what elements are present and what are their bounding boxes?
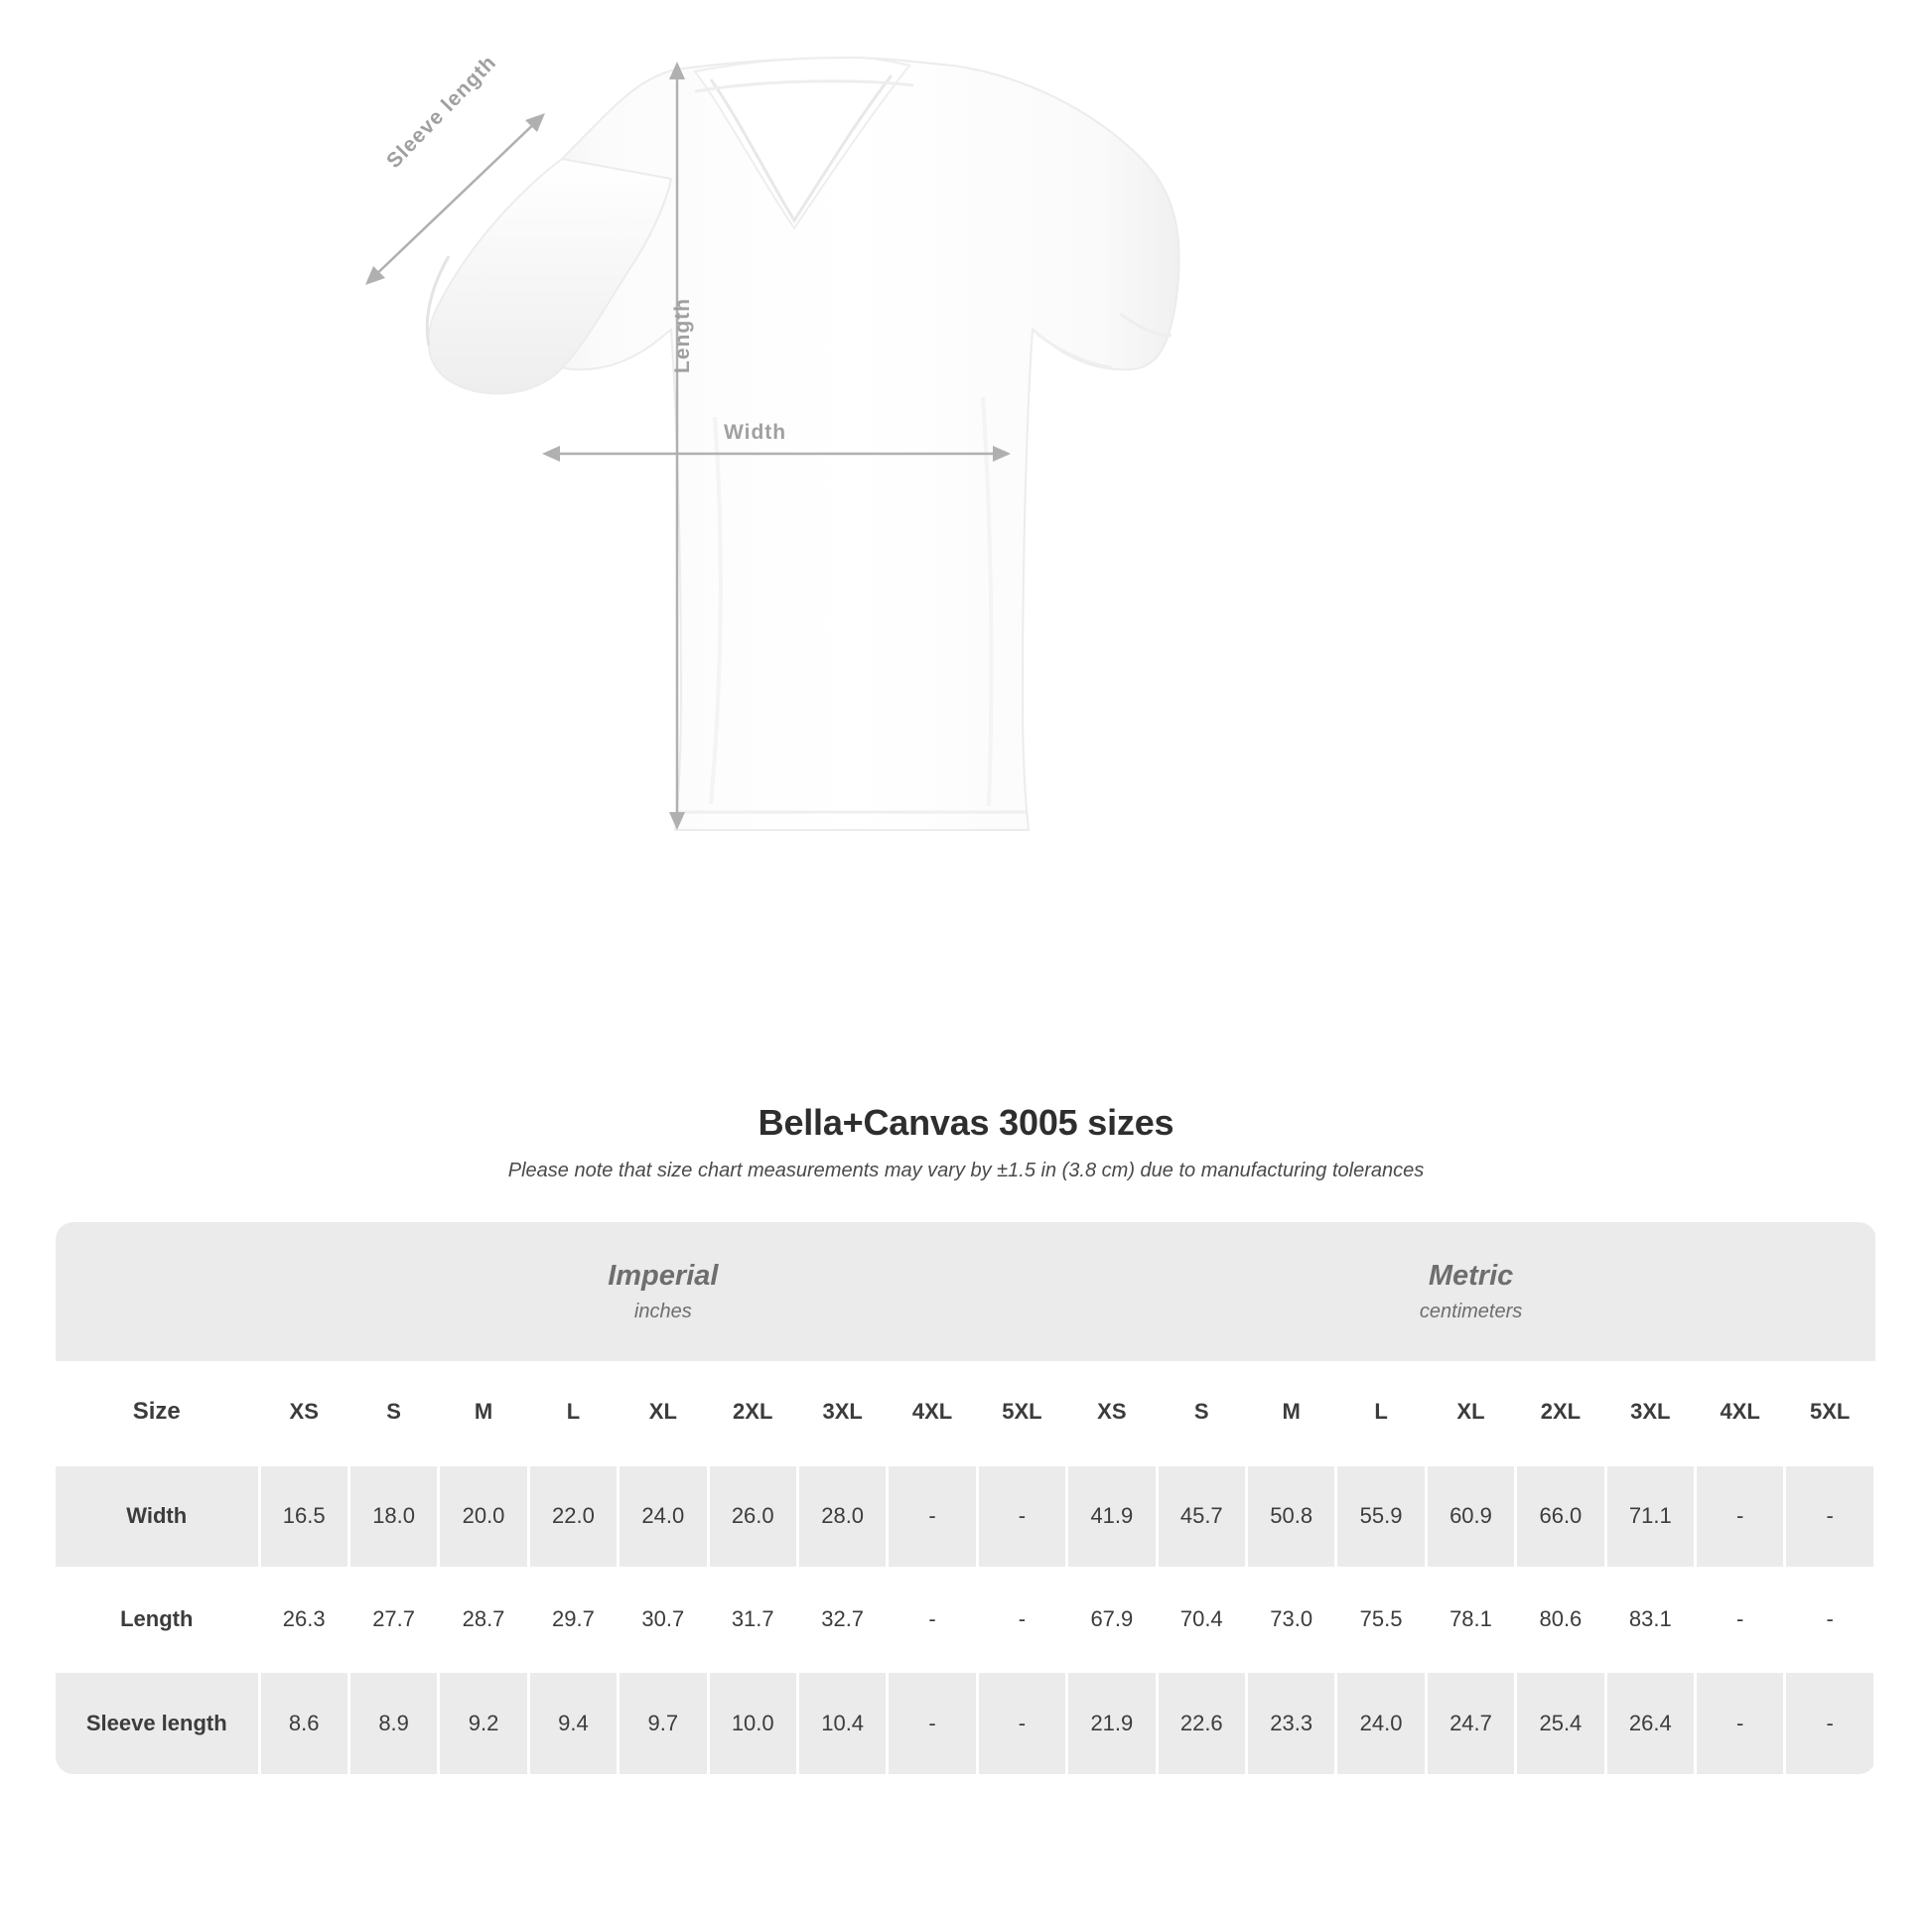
header-imperial-s: S [348,1361,438,1464]
table-row [56,1568,1875,1671]
header-imperial-xs: XS [259,1361,348,1464]
width-metric-3xl: 71.1 [1605,1464,1695,1568]
sleeve-imperial-4xl: - [888,1671,977,1774]
header-metric-4xl: 4XL [1696,1361,1785,1464]
metric-unit: centimeters [1419,1301,1523,1322]
width-dimension-label: Width [724,421,787,444]
unit-header-row [56,1222,1875,1361]
size-table-wrapper [56,1222,1876,1774]
length-imperial-l: 29.7 [528,1568,618,1671]
length-metric-xs: 67.9 [1067,1568,1157,1671]
length-metric-l: 75.5 [1336,1568,1426,1671]
sleeve-metric-l: 24.0 [1336,1671,1426,1774]
tolerance-note: Please note that size chart measurements may vary by ±1.5 in (3.8 cm) due to manufacturing tolerances [507,1160,1425,1181]
shirt-shape [427,58,1178,830]
length-metric-5xl: - [1785,1568,1875,1671]
width-imperial-s: 18.0 [348,1464,438,1568]
table-row [56,1464,1875,1568]
header-imperial-3xl: 3XL [797,1361,887,1464]
width-imperial-m: 20.0 [439,1464,528,1568]
header-metric-3xl: 3XL [1605,1361,1695,1464]
length-imperial-xs: 26.3 [259,1568,348,1671]
length-imperial-5xl: - [977,1568,1066,1671]
header-metric-m: M [1246,1361,1335,1464]
header-imperial-4xl: 4XL [888,1361,977,1464]
sleeve-metric-m: 23.3 [1246,1671,1335,1774]
width-imperial-4xl: - [888,1464,977,1568]
sleeve-imperial-m: 9.2 [439,1671,528,1774]
sleeve-imperial-2xl: 10.0 [708,1671,797,1774]
width-metric-l: 55.9 [1336,1464,1426,1568]
width-metric-xs: 41.9 [1067,1464,1157,1568]
length-imperial-m: 28.7 [439,1568,528,1671]
header-imperial-5xl: 5XL [977,1361,1066,1464]
header-metric-l: L [1336,1361,1426,1464]
width-metric-4xl: - [1696,1464,1785,1568]
length-metric-4xl: - [1696,1568,1785,1671]
sleeve-imperial-3xl: 10.4 [797,1671,887,1774]
length-metric-xl: 78.1 [1426,1568,1515,1671]
sleeve-metric-2xl: 25.4 [1516,1671,1605,1774]
length-imperial-4xl: - [888,1568,977,1671]
header-metric-xs: XS [1067,1361,1157,1464]
imperial-unit: inches [633,1301,692,1322]
width-imperial-3xl: 28.0 [797,1464,887,1568]
header-imperial-m: M [439,1361,528,1464]
table-corner-cell [56,1222,259,1361]
header-metric-xl: XL [1426,1361,1515,1464]
header-imperial-xl: XL [619,1361,708,1464]
width-imperial-xl: 24.0 [619,1464,708,1568]
sleeve-metric-xs: 21.9 [1067,1671,1157,1774]
header-metric-5xl: 5XL [1785,1361,1875,1464]
header-metric-s: S [1157,1361,1246,1464]
width-imperial-l: 22.0 [528,1464,618,1568]
width-metric-2xl: 66.0 [1516,1464,1605,1568]
width-metric-5xl: - [1785,1464,1875,1568]
sleeve-metric-5xl: - [1785,1671,1875,1774]
size-header-row [56,1361,1875,1464]
width-imperial-5xl: - [977,1464,1066,1568]
length-dimension-label: Length [671,298,694,373]
length-metric-s: 70.4 [1157,1568,1246,1671]
metric-group-header [1067,1222,1875,1361]
page-title: Bella+Canvas 3005 sizes [758,1102,1174,1143]
length-imperial-s: 27.7 [348,1568,438,1671]
metric-label: Metric [1428,1260,1514,1292]
imperial-group-header [259,1222,1067,1361]
sleeve-imperial-xs: 8.6 [259,1671,348,1774]
sleeve-imperial-s: 8.9 [348,1671,438,1774]
title-block [0,1102,1932,1182]
table-row [56,1671,1875,1774]
sleeve-metric-s: 22.6 [1157,1671,1246,1774]
sleeve-imperial-xl: 9.7 [619,1671,708,1774]
header-metric-2xl: 2XL [1516,1361,1605,1464]
sleeve-metric-xl: 24.7 [1426,1671,1515,1774]
width-metric-m: 50.8 [1246,1464,1335,1568]
length-imperial-2xl: 31.7 [708,1568,797,1671]
length-imperial-xl: 30.7 [619,1568,708,1671]
imperial-label: Imperial [608,1260,719,1292]
row-label-sleeve-length: Sleeve length [56,1671,259,1774]
row-label-length: Length [56,1568,259,1671]
length-metric-2xl: 80.6 [1516,1568,1605,1671]
sleeve-imperial-5xl: - [977,1671,1066,1774]
row-label-width: Width [56,1464,259,1568]
header-imperial-l: L [528,1361,618,1464]
size-table [56,1222,1876,1774]
width-metric-s: 45.7 [1157,1464,1246,1568]
sleeve-imperial-l: 9.4 [528,1671,618,1774]
width-metric-xl: 60.9 [1426,1464,1515,1568]
length-imperial-3xl: 32.7 [797,1568,887,1671]
sleeve-metric-4xl: - [1696,1671,1785,1774]
sleeve-metric-3xl: 26.4 [1605,1671,1695,1774]
length-metric-3xl: 83.1 [1605,1568,1695,1671]
sleeve-length-dimension-label: Sleeve length [382,51,501,173]
header-size: Size [56,1361,259,1464]
header-imperial-2xl: 2XL [708,1361,797,1464]
length-metric-m: 73.0 [1246,1568,1335,1671]
width-imperial-2xl: 26.0 [708,1464,797,1568]
width-imperial-xs: 16.5 [259,1464,348,1568]
